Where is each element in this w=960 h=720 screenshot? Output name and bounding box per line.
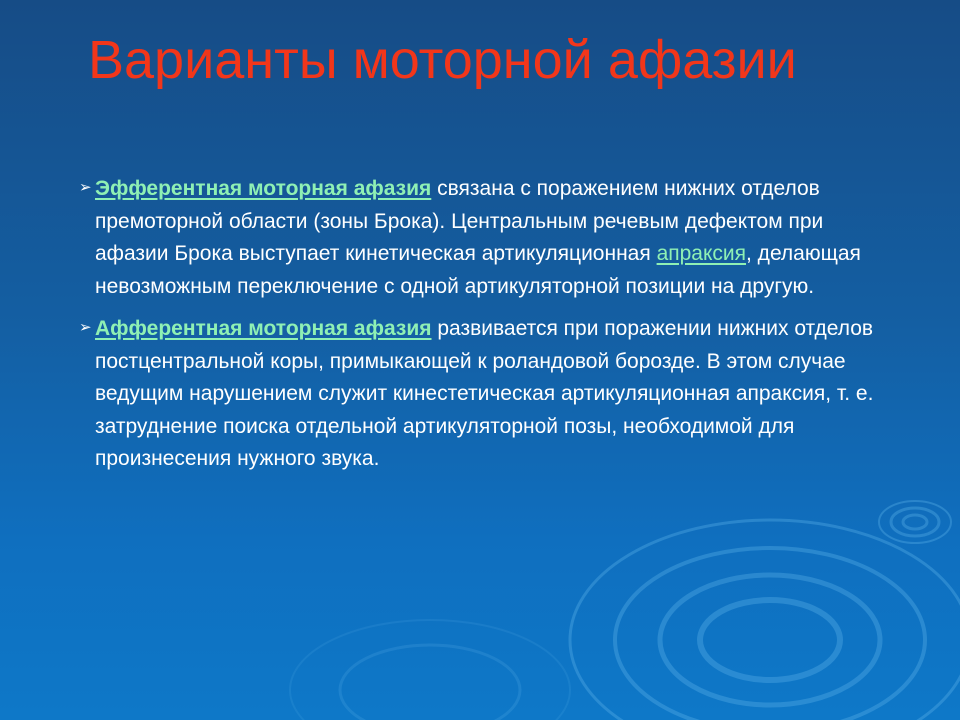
bullet-list [79, 173, 895, 486]
ripple-ring [290, 620, 570, 720]
bullet-item-afferent [79, 313, 895, 476]
ripple-ring [660, 575, 880, 705]
ripple-ring [700, 600, 840, 680]
arrow-bullet-icon: ➢ [79, 319, 92, 336]
term-efferent-aphasia[interactable]: Эфферентная моторная афазия [95, 177, 432, 200]
arrow-bullet-icon: ➢ [79, 179, 92, 196]
ripple-ring [891, 508, 939, 536]
bullet-text: связана с поражением нижних отделов премоторной области (зоны Брока). Центральным речевым дефектом при афазии Брока выступает кинетическая артикуляционная [95, 177, 824, 265]
ripple-ring [903, 515, 927, 529]
term-afferent-aphasia[interactable]: Афферентная моторная афазия [95, 317, 432, 340]
bullet-text-continued: , делающая невозможным переключение с одной артикуляторной позиции на другую. [95, 242, 861, 298]
bullet-text: развивается при поражении нижних отделов постцентральной коры, примыкающей к роландовой борозде. В этом случае ведущим нарушением служит кинестетическая артикуляционная апраксия, т. е. затруднение поиска отдельной артикуляторной позы, необходимой для произнесения нужного звука. [95, 317, 874, 470]
ripple-ring [340, 645, 520, 720]
slide-title: Варианты моторной афазии [88, 30, 797, 90]
link-apraxia[interactable]: апраксия [656, 242, 747, 265]
bullet-item-efferent [79, 173, 895, 303]
